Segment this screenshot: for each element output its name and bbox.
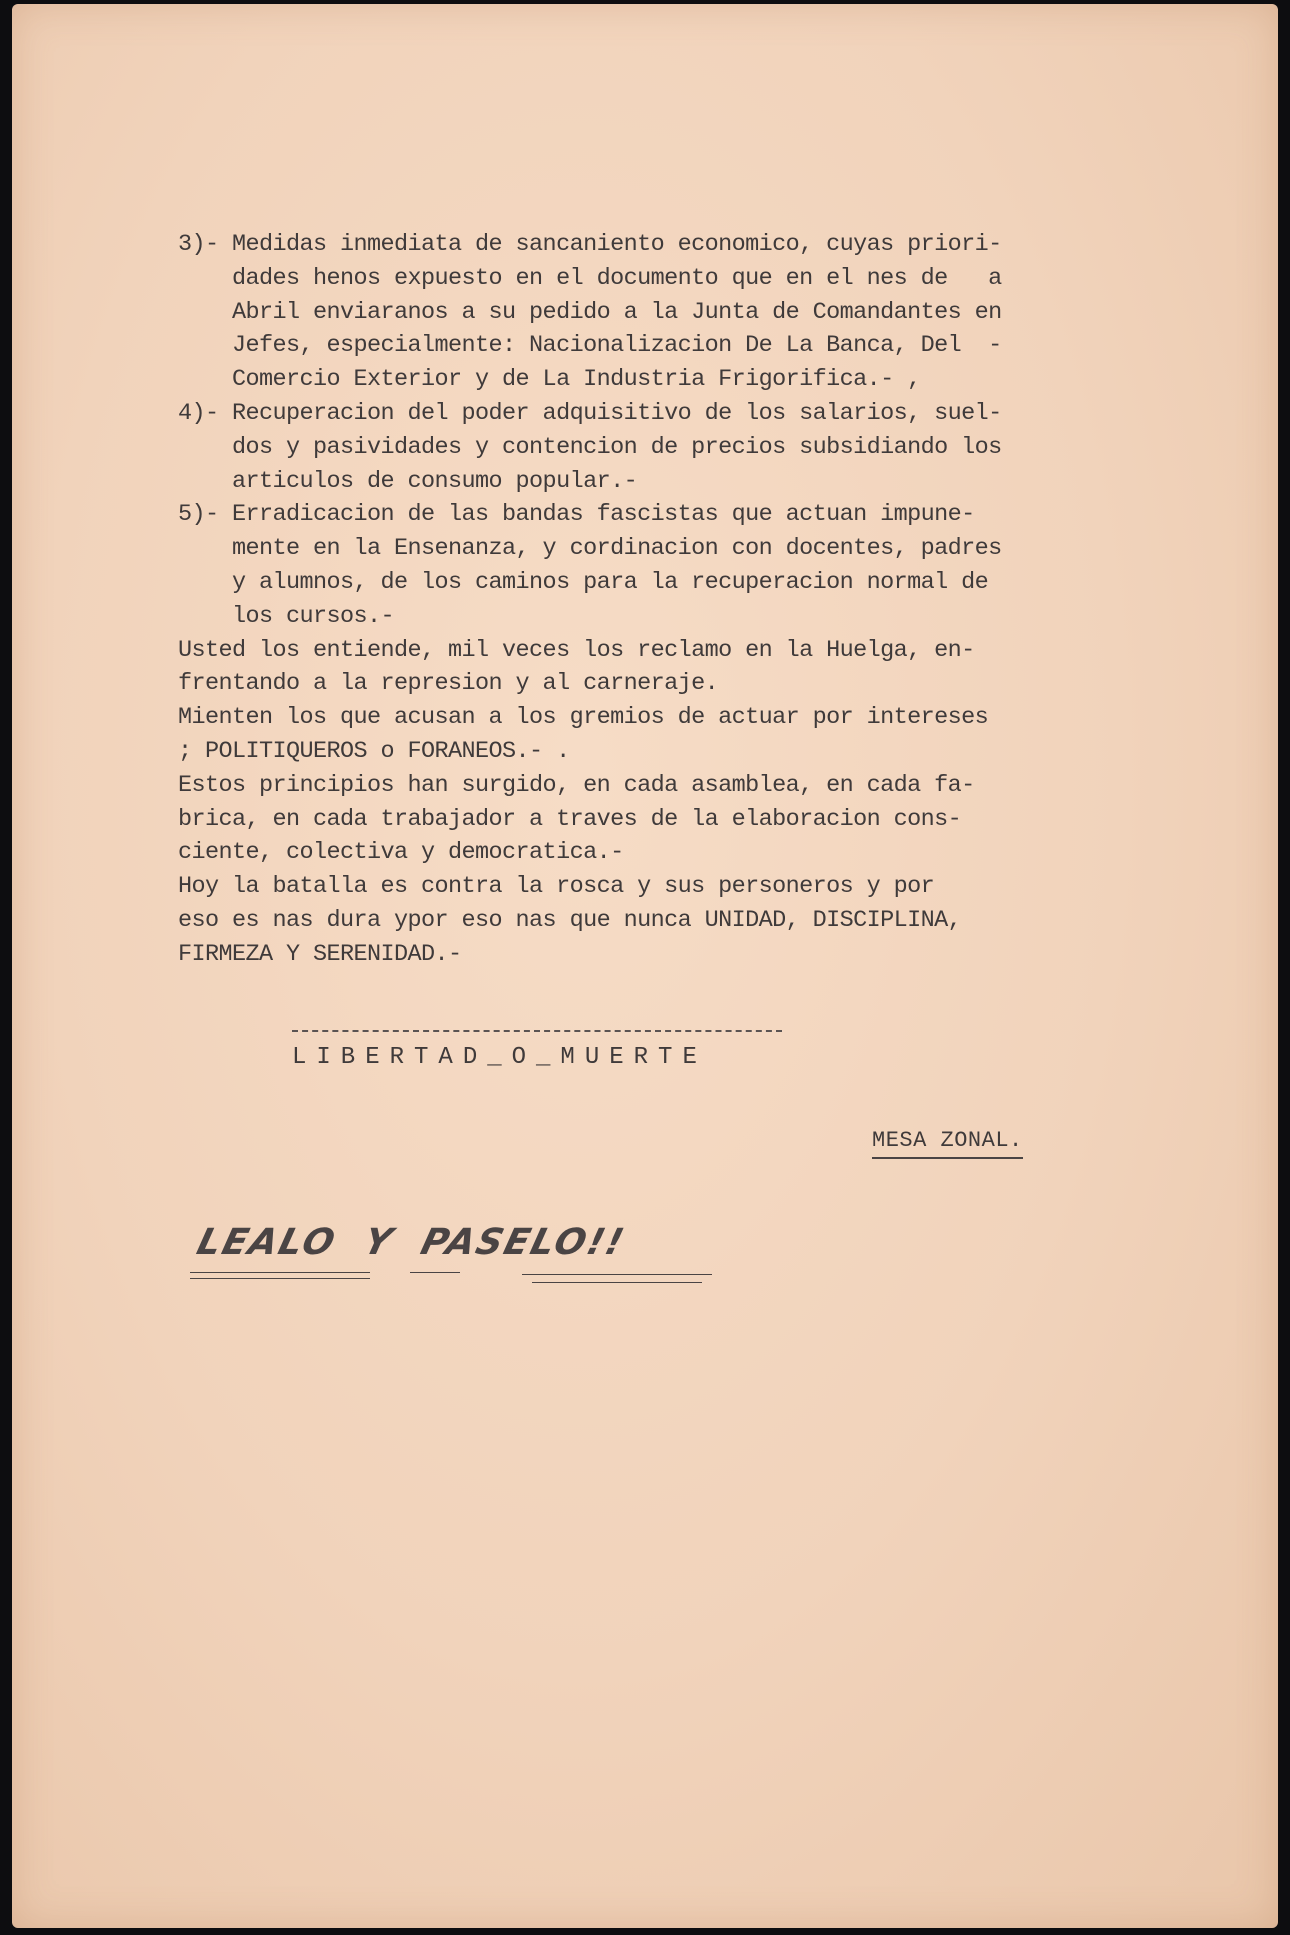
text-line: Comercio Exterior y de La Industria Frigorifica.- , [178,366,921,394]
text-line: Hoy la batalla es contra la rosca y sus personeros y por [178,873,935,901]
text-line: dos y pasividades y contencion de precios subsidiando los [178,433,1002,461]
handwritten-underline [410,1272,460,1273]
handwritten-underline [532,1282,702,1283]
text-line: Abril enviaranos a su pedido a la Junta de Comandantes en [178,298,1002,326]
text-line: FIRMEZA Y SERENIDAD.- [178,940,462,968]
handwritten-underline [190,1272,370,1273]
text-line: y alumnos, de los caminos para la recuperacion normal de [178,569,989,596]
text-line: dades henos expuesto en el documento que en el nes de a [178,264,1002,292]
text-line: ciente, colectiva y democratica.- [178,839,624,867]
text-line: 3)- Medidas inmediata de sancaniento economico, cuyas priori- [178,231,1002,258]
motto: LIBERTAD_O_MUERTE [292,1044,707,1071]
text-line: ; POLITIQUEROS o FORANEOS.- . [178,738,570,765]
signature: MESA ZONAL. [872,1128,1023,1159]
text-line: mente en la Ensenanza, y cordinacion con docentes, padres [178,535,1002,563]
handwritten-underline [190,1278,370,1279]
text-line: Jefes, especialmente: Nacionalizacion De La Banca, Del - [178,332,1002,360]
handwritten-underline [522,1274,712,1275]
text-line: articulos de consumo popular.- [178,467,638,495]
text-line: Mienten los que acusan a los gremios de actuar por intereses [178,704,989,732]
handwritten-note: LEALO Y PASELO!! [192,1222,630,1263]
document-page [12,4,1278,1928]
text-line: eso es nas dura ypor eso nas que nunca UNIDAD, DISCIPLINA, [178,907,962,934]
text-line: los cursos.- [178,602,395,630]
text-line: 4)- Recuperacion del poder adquisitivo de los salarios, suel- [178,400,1002,427]
motto-dash-rule [292,1030,782,1032]
text-line: brica, en cada trabajador a traves de la elaboracion cons- [178,805,962,833]
text-line: 5)- Erradicacion de las bandas fascistas que actuan impune- [178,501,975,529]
text-line: frentando a la represion y al carneraje. [178,670,719,698]
text-line: Usted los entiende, mil veces los reclamo en la Huelga, en- [178,636,975,664]
text-line: Estos principios han surgido, en cada asamblea, en cada fa- [178,771,975,799]
